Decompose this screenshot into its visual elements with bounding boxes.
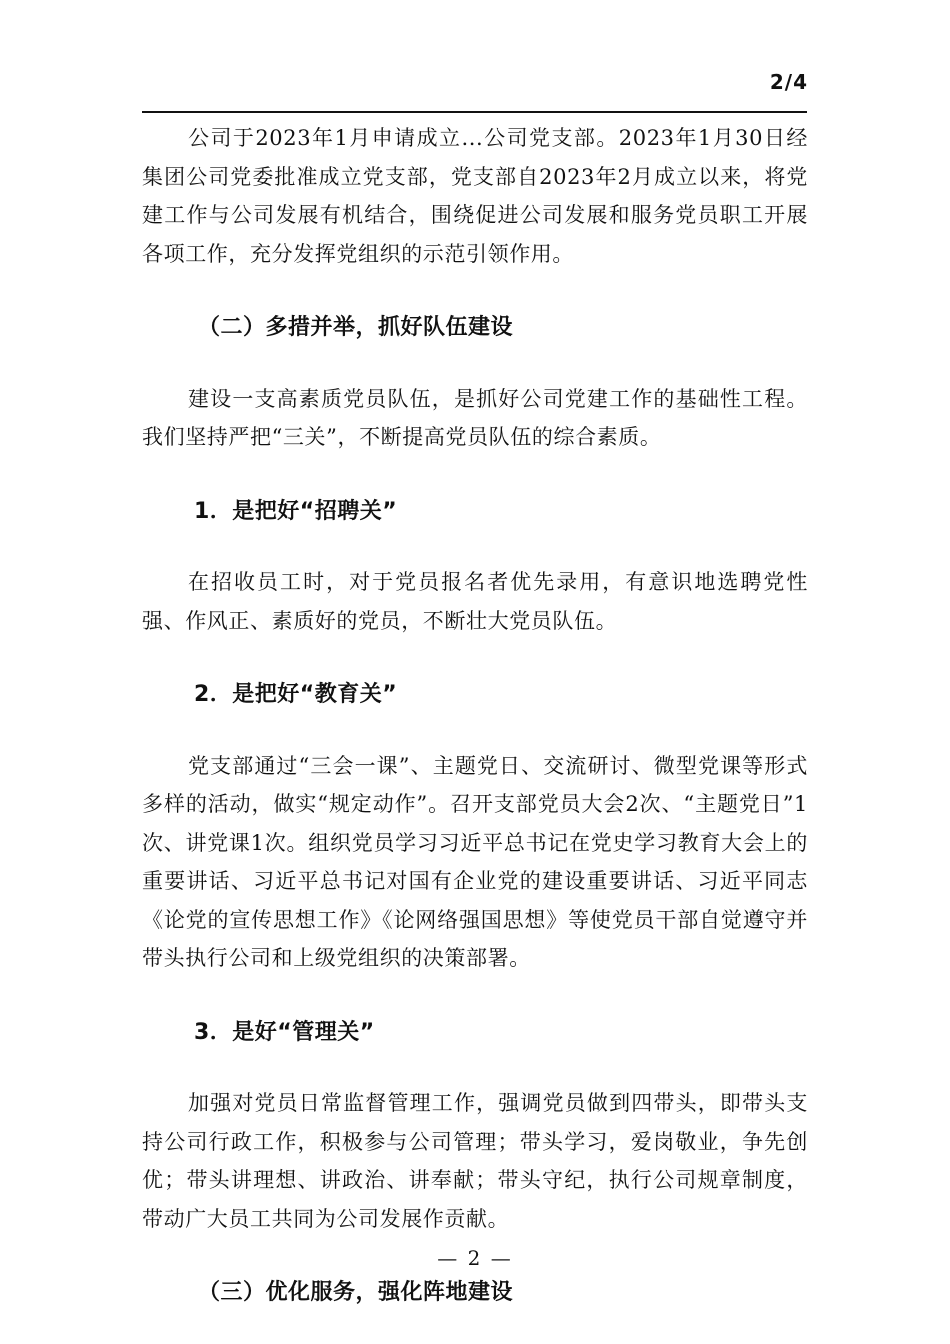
document-body — [142, 119, 808, 1313]
page-counter: 2/4 — [769, 70, 808, 94]
intro-paragraph: 公司于2023年1月申请成立...公司党支部。2023年1月30日经集团公司党委批准成立党支部，党支部自2023年2月成立以来，将党建工作与公司发展有机结合，围绕促进公司发展和服务党员职工开展各项工作，充分发挥党组织的示范引领作用。 — [142, 126, 808, 266]
section-heading-service: （三）优化服务，强化阵地建设 — [198, 1280, 514, 1305]
team-building-paragraph: 建设一支高素质党员队伍，是抓好公司党建工作的基础性工程。我们坚持严把“三关”，不断提高党员队伍的综合素质。 — [142, 386, 808, 449]
subheading-management: 3．是好“管理关” — [194, 1019, 375, 1045]
subheading-education: 2．是把好“教育关” — [194, 682, 398, 707]
section-heading-team-building: （二）多措并举，抓好队伍建设 — [198, 315, 514, 340]
header-divider — [142, 111, 807, 113]
management-paragraph: 加强对党员日常监督管理工作，强调党员做到四带头，即带头支持公司行政工作，积极参与公司管理；带头学习，爱岗敬业，争先创优；带头讲理想、讲政治、讲奉献；带头守纪，执行公司规章制度，带动广大员工共同为公司发展作贡献。 — [142, 1091, 808, 1231]
page-number-footer: — 2 — — [437, 1246, 513, 1270]
subheading-recruitment: 1．是把好“招聘关” — [194, 498, 398, 524]
recruitment-paragraph: 在招收员工时，对于党员报名者优先录用，有意识地选聘党性强、作风正、素质好的党员，不断壮大党员队伍。 — [142, 570, 808, 633]
education-paragraph: 党支部通过“三会一课”、主题党日、交流研讨、微型党课等形式多样的活动，做实“规定动作”。召开支部党员大会2次、“主题党日”1次、讲党课1次。组织党员学习习近平总书记在党史学习教育大会上的重要讲话、习近平总书记对国有企业党的建设重要讲话、习近平同志《论党的宣传思想工作》《论网络强国思想》等使党员干部自觉遵守并带头执行公司和上级党组织的决策部署。 — [142, 753, 808, 970]
